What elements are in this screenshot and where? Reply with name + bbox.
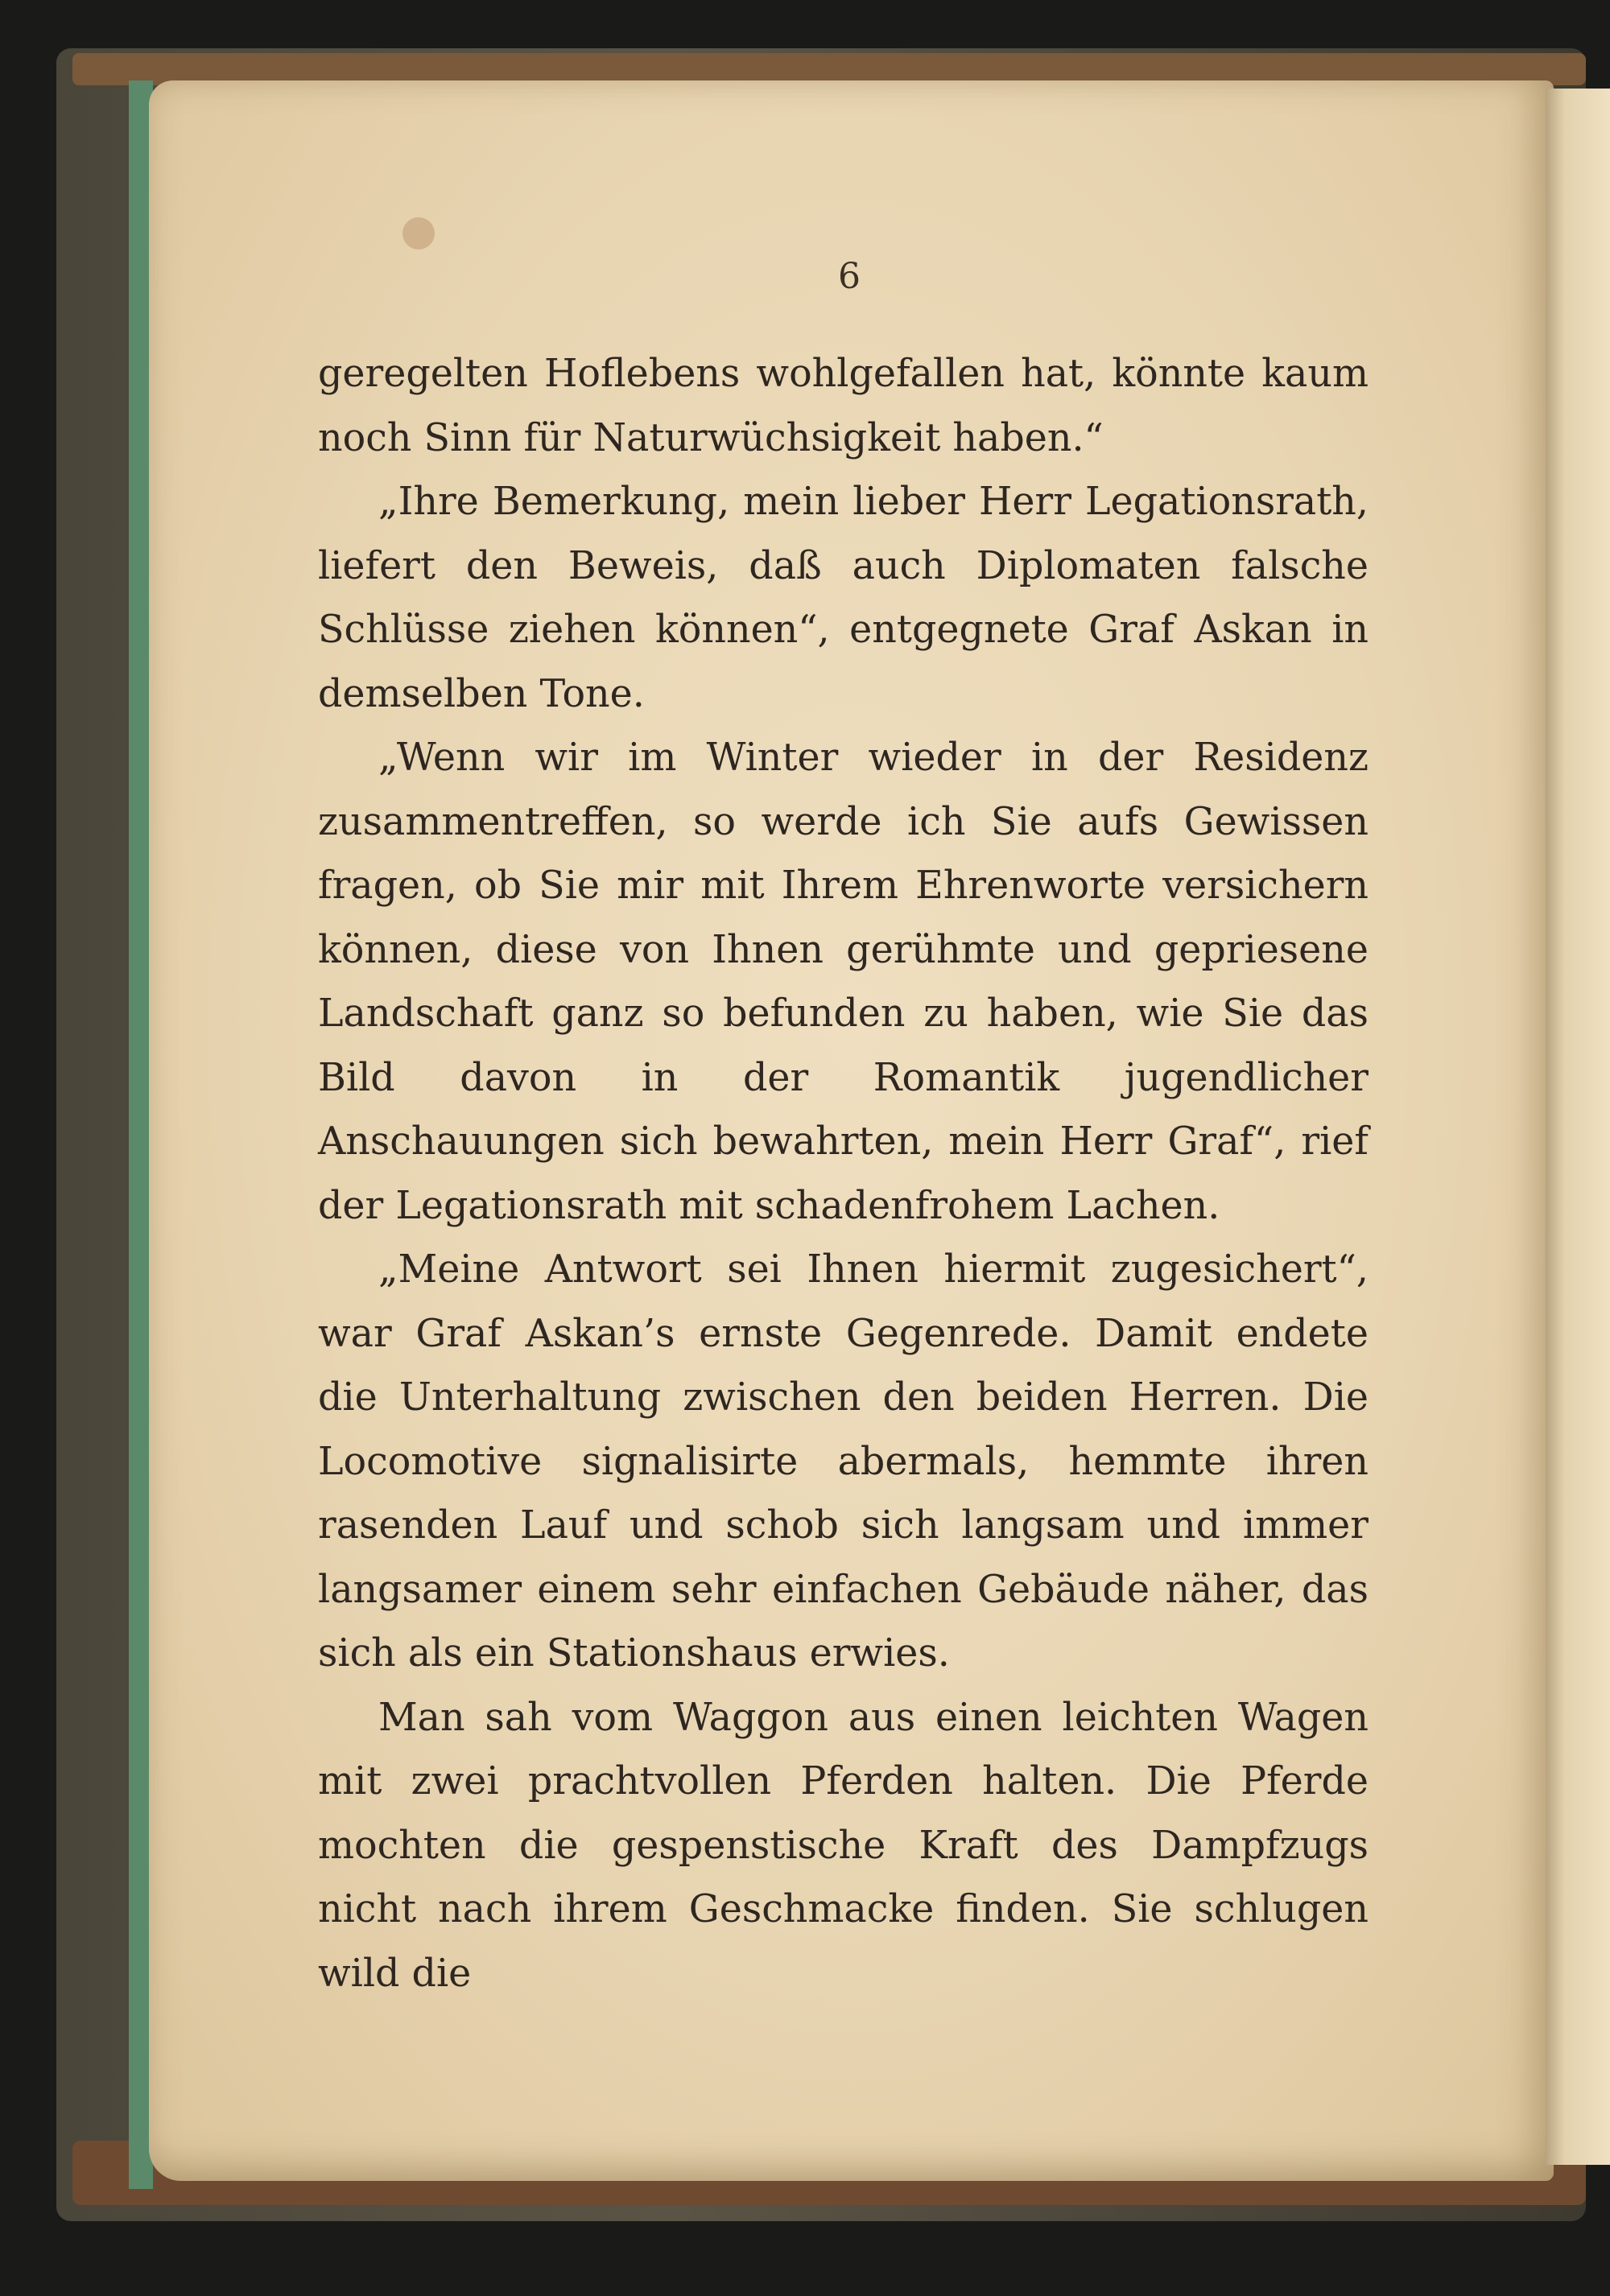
- body-text: [318, 342, 1368, 2005]
- paragraph: „Wenn wir im Winter wieder in der Residenz zusammentreffen, so werde ich Sie aufs Gewissen fragen, ob Sie mir mit Ihrem Ehrenworte versichern können, diese von Ihnen gerühmte und gepriesene Landschaft ganz so befunden zu haben, wie Sie das Bild davon in der Romantik jugendlicher Anschauungen sich bewahrten, mein Herr Graf“, rief der Legationsrath mit schadenfrohem Lachen.: [318, 736, 1368, 1228]
- paragraph: Man sah vom Waggon aus einen leichten Wagen mit zwei prachtvollen Pferden halten. Die Pferde mochten die gespenstische Kraft des Dampfzugs nicht nach ihrem Geschmacke finden. Sie schlugen wild die: [318, 1695, 1368, 1996]
- facing-page-edge: [1546, 89, 1610, 2165]
- paragraph: „Ihre Bemerkung, mein lieber Herr Legationsrath, liefert den Beweis, daß auch Diplomaten falsche Schlüsse ziehen können“, entgegnete Graf Askan in demselben Tone.: [318, 480, 1368, 716]
- paragraph: „Meine Antwort sei Ihnen hiermit zugesichert“, war Graf Askan’s ernste Gegenrede. Damit endete die Unterhaltung zwischen den beiden Herren. Die Locomotive signalisirte abermals, hemmte ihren rasenden Lauf und schob sich langsam und immer langsamer einem sehr einfachen Gebäude näher, das sich als ein Stationshaus erwies.: [318, 1247, 1368, 1676]
- page-number: 6: [838, 256, 861, 297]
- paper-stain: [402, 217, 435, 249]
- paragraph: geregelten Hoflebens wohlgefallen hat, könnte kaum noch Sinn für Naturwüchsigkeit haben.“: [318, 352, 1368, 460]
